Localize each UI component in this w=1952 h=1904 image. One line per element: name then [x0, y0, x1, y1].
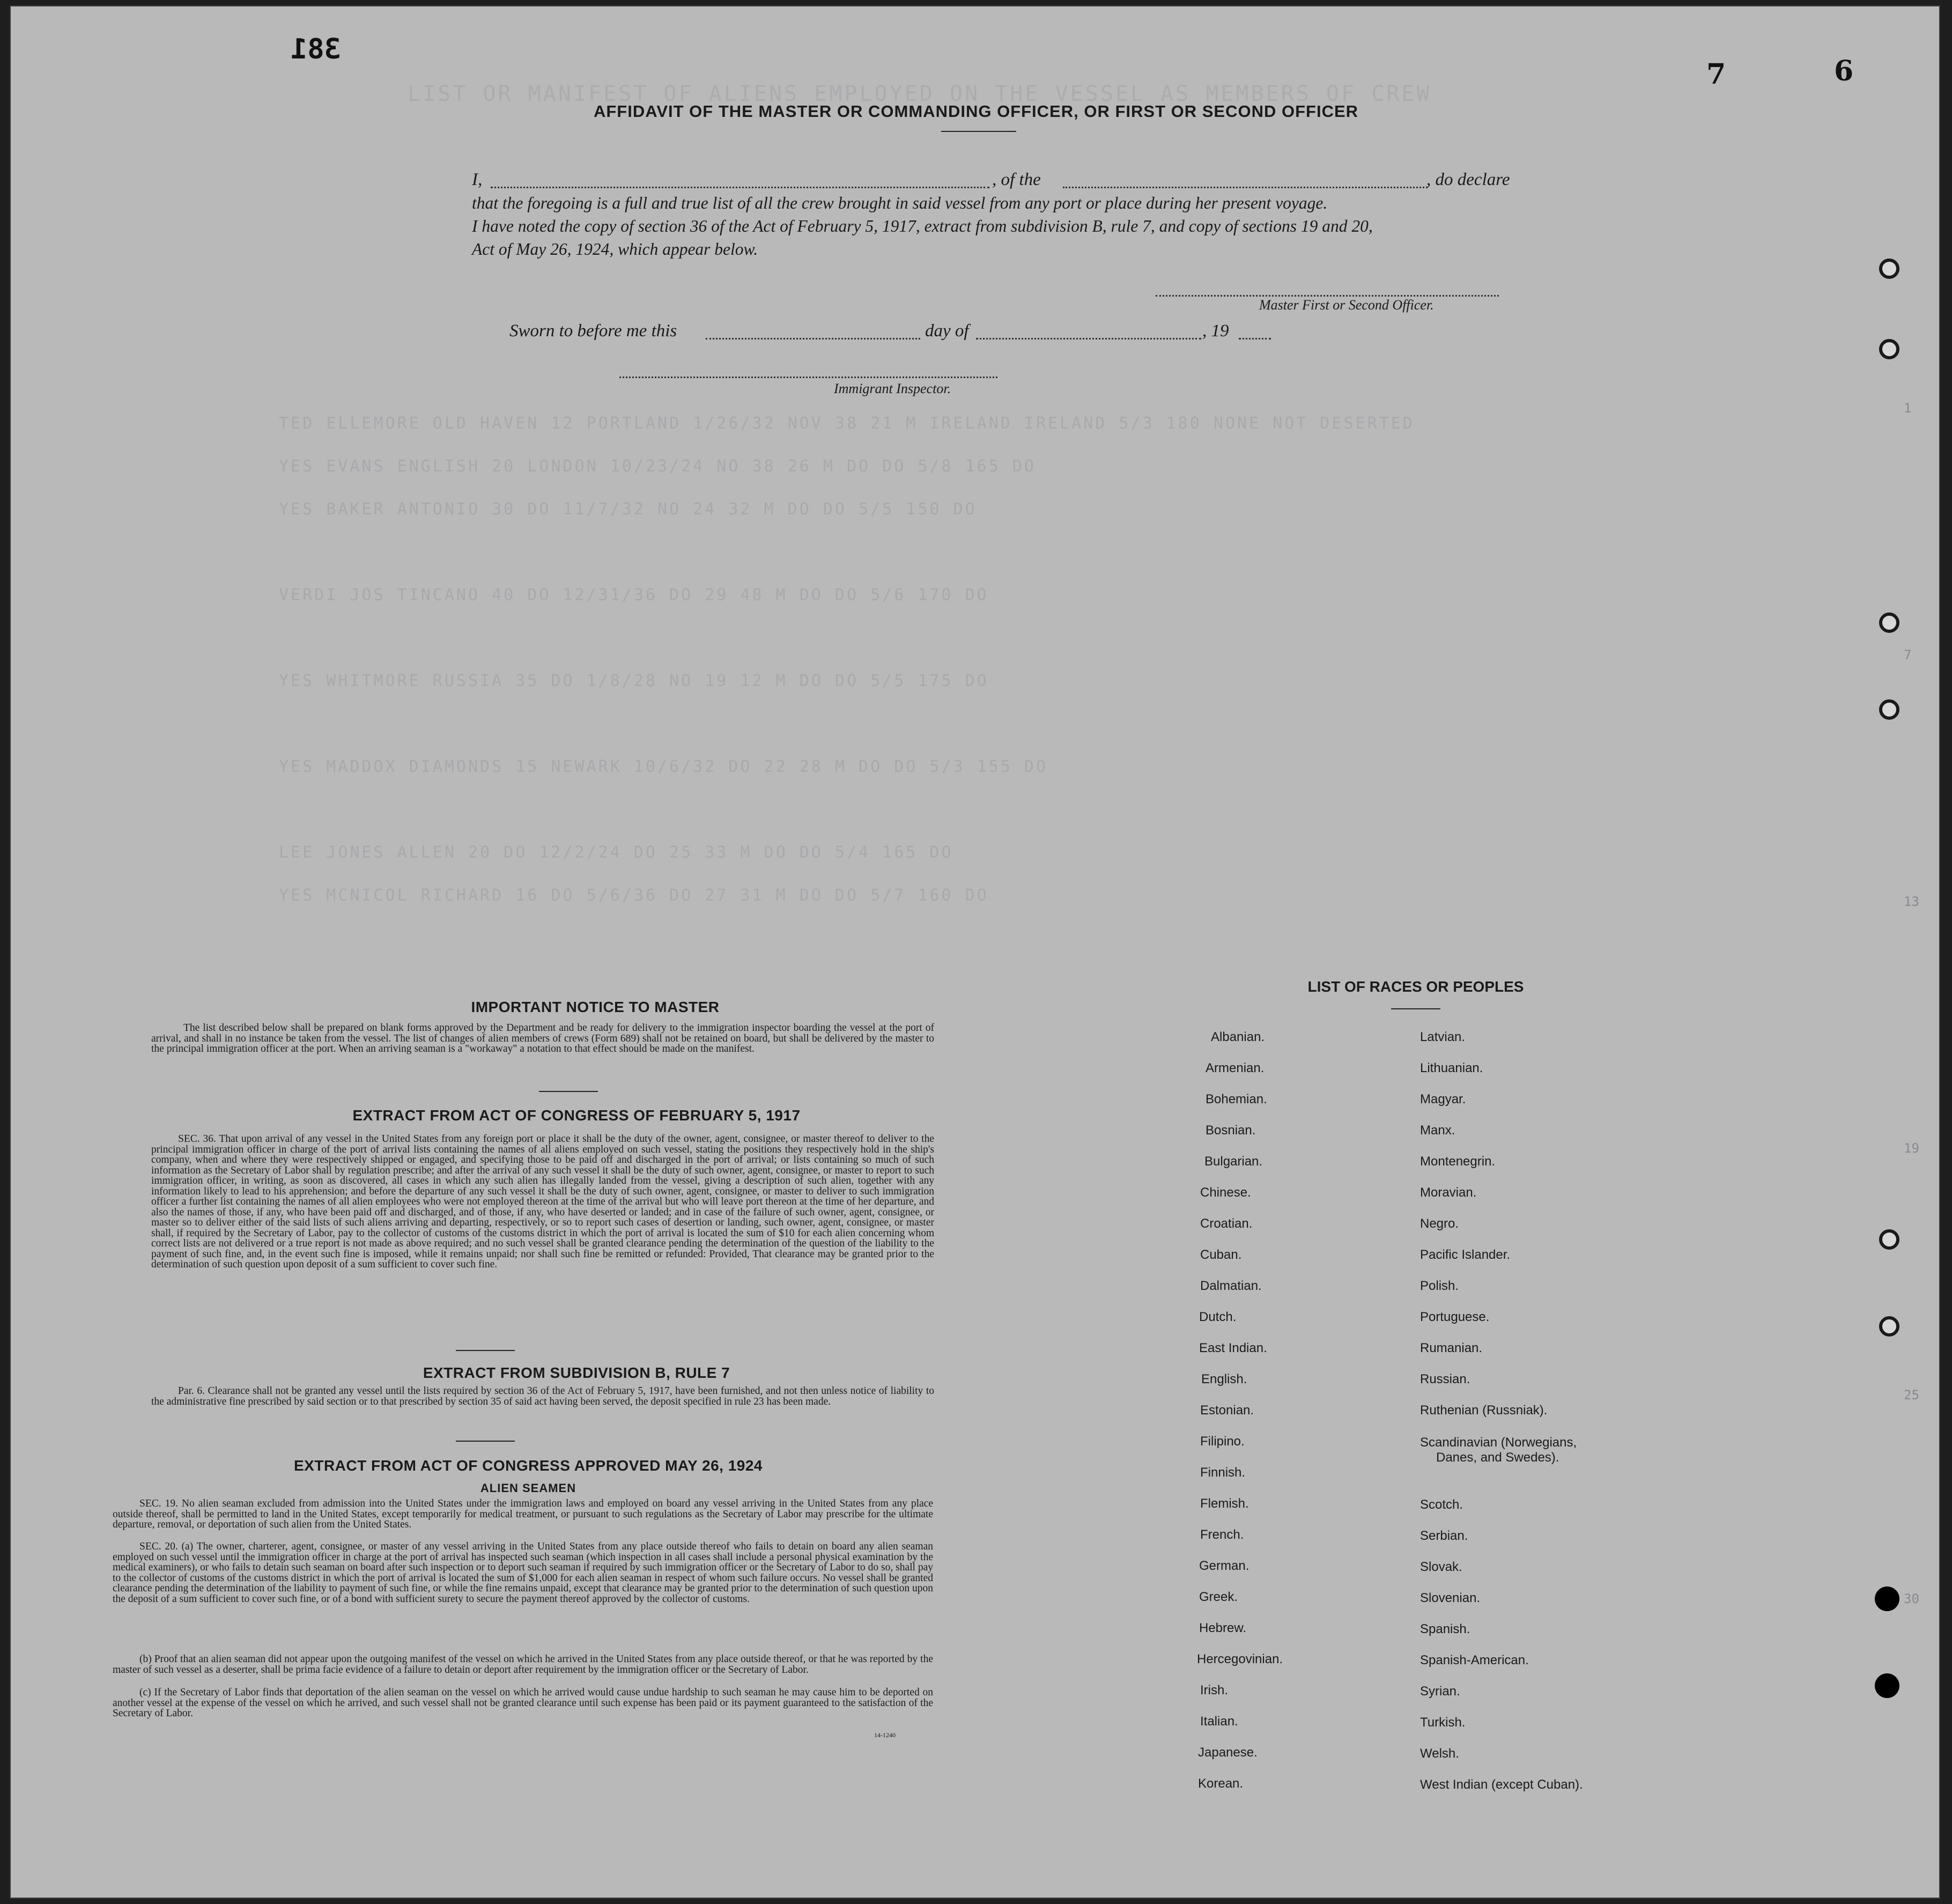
- name-blank[interactable]: [491, 187, 989, 188]
- extract-1924-sec20a: SEC. 20. (a) The owner, charterer, agent, consignee, or master of any vessel arriving in the United States from any place outside thereof who fails to detain on board any alien seaman employed on such vessel until the immigration officer in charge at the port of arrival has inspected such seaman (which inspection in all cases shall include a personal physical examination by the medical examiners), or who fails to detain such seaman on board after such inspection or to deport such seaman if required by such immigration officer or the Secretary of Labor to do so, shall pay to the collector of customs of the customs district in which the port of arrival is located the sum of $1,000 for each alien seaman in respect of whom such failure occurs. No vessel shall be granted clearance pending the determination of the liability to payment of such fine, or while the fine remains unpaid, except that clearance may be granted prior to the determination of such question upon the deposit of a sum sufficient to cover such fine, or of a bond with sufficient surety to secure the payment thereof approved by the collector of customs.: [113, 1541, 933, 1605]
- race-item: Dalmatian.: [1200, 1279, 1262, 1293]
- races-title: LIST OF RACES OR PEOPLES: [1307, 978, 1524, 995]
- extract-1924-sec20b: (b) Proof that an alien seaman did not appear upon the outgoing manifest of the vessel on which he arrived in the United States from any place outside thereof, or that he was reported by the master of such vessel as a deserter, shall be prima facie evidence of a failure to detain or deport after requirement by the immigration officer or the Secretary of Labor.: [113, 1654, 933, 1676]
- extract-rule7-title: EXTRACT FROM SUBDIVISION B, RULE 7: [423, 1364, 730, 1381]
- binder-hole-icon: [1879, 1316, 1899, 1337]
- binder-hole-icon: [1879, 699, 1899, 720]
- notice-rule: [539, 1091, 598, 1092]
- race-item: Negro.: [1420, 1216, 1459, 1231]
- race-item: Latvian.: [1420, 1030, 1466, 1044]
- race-item: Syrian.: [1420, 1684, 1460, 1699]
- race-item: Turkish.: [1420, 1715, 1466, 1730]
- race-item: Slovenian.: [1420, 1591, 1481, 1605]
- extract-1917-text: SEC. 36. That upon arrival of any vessel in the United States from any foreign port or place it shall be the duty of the owner, agent, consignee, or master thereof to deliver to the principal immigration officer in charge of the port of arrival lists containing the names of all aliens employed on such vessel, stating the positions they respectively hold in the ship's company, when and where they were respectively shipped or engaged, and specifying those to be paid off and discharged in the port of arrival; or lists containing so much of such information as the Secretary of Labor shall by regulation prescribe; and after the arrival of any such vessel it shall be the duty of such owner, agent, consignee, or master to report to such immigration officer, in writing, as soon as discovered, all cases in which any such alien has illegally landed from the vessel, giving a description of such alien, together with any information likely to lead to his apprehension; and before the departure of any such vessel it shall be the duty of such owner, agent, consignee, or master to deliver to such immigration officer a further list containing the names of all alien employees who were not employed thereon at the time of the arrival but who will leave port thereon at the time of her departure, and also the names of those, if any, who have been paid off and discharged, and of those, if any, who have deserted or landed; and in case of the failure of such owner, agent, consignee, or master so to deliver either of the said lists of such aliens arriving and departing, respectively, or so to report such cases of desertion or landing, such owner, agent, consignee, or master shall, if required by the Secretary of Labor, pay to the collector of customs of the customs district in which the port of arrival is located the sum of $10 for each alien concerning whom correct lists are not delivered or a true report is not made as above required; and no such vessel shall be granted clearance pending the determination of the question of the liability to the payment of such fine, and, in the event such fine is imposed, while it remains unpaid; nor shall such fine be remitted or refunded: Provided, That clearance may be granted prior to the determination of such question upon deposit of a sum sufficient to cover such fine.: [151, 1133, 934, 1270]
- races-title-rule: [1391, 1008, 1440, 1009]
- race-item: Scandinavian (Norwegians,: [1420, 1435, 1577, 1450]
- race-item: German.: [1199, 1559, 1249, 1573]
- affidavit-of-the-label: , of the: [992, 170, 1041, 189]
- notice-text: The list described below shall be prepared on blank forms approved by the Department and be ready for delivery to the immigration inspector boarding the vessel at the port of arrival, and shall in no instance be taken from the vessel. The list of changes of alien members of crews (Form 689) shall not be retained on board, but shall be delivered by the master to the principal immigration officer at the port. When an arriving seaman is a "workaway" a notation to that effect should be made on the manifest.: [151, 1022, 934, 1054]
- form-code: 14-1240: [874, 1731, 896, 1739]
- handwritten-mark-top-right-b: 6: [1834, 55, 1854, 87]
- affidavit-declare-label: , do declare: [1426, 170, 1510, 189]
- race-item: Montenegrin.: [1420, 1154, 1496, 1169]
- race-item: Danes, and Swedes).: [1436, 1450, 1559, 1465]
- race-item: Hercegovinian.: [1197, 1652, 1283, 1666]
- bleed-through-row: LEE JONES ALLEN 20 DO 12/2/24 DO 25 33 M DO DO 5/4 165 DO: [279, 843, 953, 862]
- race-item: Armenian.: [1206, 1061, 1265, 1075]
- race-item: Greek.: [1199, 1590, 1238, 1604]
- binder-hole-icon: [1875, 1673, 1899, 1698]
- binder-hole-icon: [1879, 339, 1899, 359]
- race-item: Bosnian.: [1206, 1123, 1256, 1138]
- race-item: Bohemian.: [1206, 1092, 1267, 1106]
- binder-hole-icon: [1879, 612, 1899, 633]
- race-item: Portuguese.: [1420, 1310, 1490, 1324]
- bleed-through-row: YES EVANS ENGLISH 20 LONDON 10/23/24 NO 38 26 M DO DO 5/8 165 DO: [279, 457, 1036, 476]
- sworn-label: Sworn to before me this: [509, 321, 677, 341]
- bleed-row-number: 7: [1904, 647, 1912, 662]
- race-item: Ruthenian (Russniak).: [1420, 1403, 1548, 1418]
- manifest-back-page: [10, 5, 1940, 1899]
- race-item: Korean.: [1198, 1776, 1244, 1791]
- race-item: Albanian.: [1211, 1030, 1265, 1044]
- race-item: Russian.: [1420, 1372, 1470, 1386]
- bleed-through-row: YES BAKER ANTONIO 30 DO 11/7/32 NO 24 32 M DO DO 5/5 150 DO: [279, 500, 977, 519]
- year-label: , 19: [1202, 321, 1229, 341]
- bleed-row-number: 19: [1904, 1141, 1919, 1156]
- race-item: Irish.: [1200, 1683, 1229, 1698]
- race-item: Flemish.: [1200, 1496, 1249, 1511]
- race-item: Bulgarian.: [1204, 1154, 1263, 1169]
- extract-1924-sec19: SEC. 19. No alien seaman excluded from admission into the United States under the immigration laws and employed on board any vessel arriving in the United States from any place outside thereof, shall be permitted to land in the United States, except temporarily for medical treatment, or pursuant to such regulations as the Secretary of Labor may prescribe for the ultimate departure, removal, or deportation of such alien from the United States.: [113, 1498, 933, 1530]
- affidavit-title-rule: [941, 131, 1016, 132]
- bleed-through-row: YES MCNICOL RICHARD 16 DO 5/6/36 DO 27 31 M DO DO 5/7 160 DO: [279, 886, 989, 905]
- race-item: Polish.: [1420, 1279, 1459, 1293]
- race-item: Magyar.: [1420, 1092, 1466, 1106]
- race-item: Filipino.: [1200, 1434, 1245, 1449]
- affidavit-body-line-3: Act of May 26, 1924, which appear below.: [472, 240, 758, 259]
- bleed-row-number: 30: [1904, 1591, 1919, 1606]
- bleed-through-row: TED ELLEMORE OLD HAVEN 12 PORTLAND 1/26/32 NOV 38 21 M IRELAND IRELAND 5/3 180 NONE NOT DESERTED: [279, 414, 1415, 433]
- sworn-year-blank[interactable]: [1239, 338, 1271, 340]
- extract-1924-sec20c: (c) If the Secretary of Labor finds that deportation of the alien seaman on the vessel on which he arrived would cause undue hardship to such seaman he may cause him to be deported on another vessel at the expense of the vessel on which he arrived, and such vessel shall not be granted clearance until such expense has been paid or its payment guaranteed to the satisfaction of the Secretary of Labor.: [113, 1687, 933, 1719]
- race-item: Dutch.: [1199, 1310, 1237, 1324]
- extract-rule7-text: Par. 6. Clearance shall not be granted any vessel until the lists required by section 36 of the Act of February 5, 1917, have been furnished, and not then unless notice of liability to the administrative fine prescribed by said section or to that prescribed by section 35 of said act having been served, the deposit specified in rule 23 has been made.: [151, 1385, 934, 1407]
- race-item: Welsh.: [1420, 1746, 1459, 1761]
- binder-hole-icon: [1875, 1586, 1899, 1611]
- race-item: Croatian.: [1200, 1216, 1253, 1231]
- handwritten-mark-top-right-a: 7: [1706, 58, 1726, 91]
- race-item: Estonian.: [1200, 1403, 1254, 1418]
- affidavit-body-line-1: that the foregoing is a full and true list of all the crew brought in said vessel from any port or place during her present voyage.: [472, 194, 1328, 212]
- race-item: Chinese.: [1200, 1185, 1251, 1200]
- extract-1917-title: EXTRACT FROM ACT OF CONGRESS OF FEBRUARY 5, 1917: [352, 1107, 801, 1124]
- affidavit-body-line-2: I have noted the copy of section 36 of the Act of February 5, 1917, extract from subdivision B, rule 7, and copy of sections 19 and 20,: [472, 217, 1373, 235]
- extract-1924-title: EXTRACT FROM ACT OF CONGRESS APPROVED MAY 26, 1924: [294, 1457, 763, 1474]
- bleed-row-number: 25: [1904, 1388, 1919, 1403]
- bleed-through-row: VERDI JOS TINCANO 40 DO 12/31/36 DO 29 48 M DO DO 5/6 170 DO: [279, 586, 989, 604]
- race-item: Spanish-American.: [1420, 1653, 1529, 1667]
- race-item: Scotch.: [1420, 1497, 1463, 1512]
- race-item: Serbian.: [1420, 1529, 1468, 1543]
- affidavit-i-label: I,: [472, 170, 483, 189]
- binder-hole-icon: [1879, 259, 1899, 279]
- race-item: East Indian.: [1199, 1341, 1267, 1355]
- bleed-through-header: LIST OR MANIFEST OF ALIENS EMPLOYED ON THE VESSEL AS MEMBERS OF CREW: [408, 82, 1432, 106]
- race-item: Lithuanian.: [1420, 1061, 1483, 1075]
- race-item: Pacific Islander.: [1420, 1248, 1511, 1262]
- race-item: Italian.: [1200, 1714, 1238, 1729]
- race-item: Hebrew.: [1199, 1621, 1247, 1635]
- race-item: Moravian.: [1420, 1185, 1477, 1200]
- bleed-row-number: 1: [1904, 401, 1912, 416]
- race-item: Rumanian.: [1420, 1341, 1483, 1355]
- day-of-label: day of: [925, 321, 969, 341]
- inspector-signature-line[interactable]: [619, 377, 997, 378]
- stamp-number-top-left: 381: [291, 33, 341, 65]
- race-item: Manx.: [1420, 1123, 1455, 1138]
- race-item: Spanish.: [1420, 1622, 1470, 1636]
- race-item: Cuban.: [1200, 1248, 1242, 1262]
- race-item: Slovak.: [1420, 1560, 1462, 1574]
- race-item: English.: [1201, 1372, 1247, 1386]
- sworn-month-blank[interactable]: [976, 338, 1201, 340]
- bleed-through-row: YES MADDOX DIAMONDS 15 NEWARK 10/6/32 DO 22 28 M DO DO 5/3 155 DO: [279, 757, 1048, 776]
- bleed-through-row: YES WHITMORE RUSSIA 35 DO 1/8/28 NO 19 12 M DO DO 5/5 175 DO: [279, 671, 989, 690]
- race-item: Finnish.: [1200, 1465, 1246, 1480]
- sworn-day-blank[interactable]: [706, 338, 920, 340]
- race-item: French.: [1200, 1527, 1244, 1542]
- officer-signature-caption: Master First or Second Officer.: [1259, 297, 1434, 313]
- race-item: Japanese.: [1198, 1745, 1258, 1760]
- extract-1917-rule: [456, 1350, 515, 1351]
- alien-seamen-subtitle: ALIEN SEAMEN: [480, 1481, 576, 1495]
- binder-hole-icon: [1879, 1229, 1899, 1250]
- race-item: West Indian (except Cuban).: [1420, 1777, 1583, 1792]
- vessel-blank[interactable]: [1063, 187, 1428, 188]
- bleed-row-number: 13: [1904, 894, 1919, 909]
- extract-rule7-rule: [456, 1441, 515, 1442]
- affidavit-title: AFFIDAVIT OF THE MASTER OR COMMANDING OFFICER, OR FIRST OR SECOND OFFICER: [593, 102, 1359, 121]
- notice-title: IMPORTANT NOTICE TO MASTER: [471, 999, 720, 1015]
- officer-signature-line[interactable]: [1156, 295, 1499, 297]
- inspector-caption: Immigrant Inspector.: [834, 381, 951, 396]
